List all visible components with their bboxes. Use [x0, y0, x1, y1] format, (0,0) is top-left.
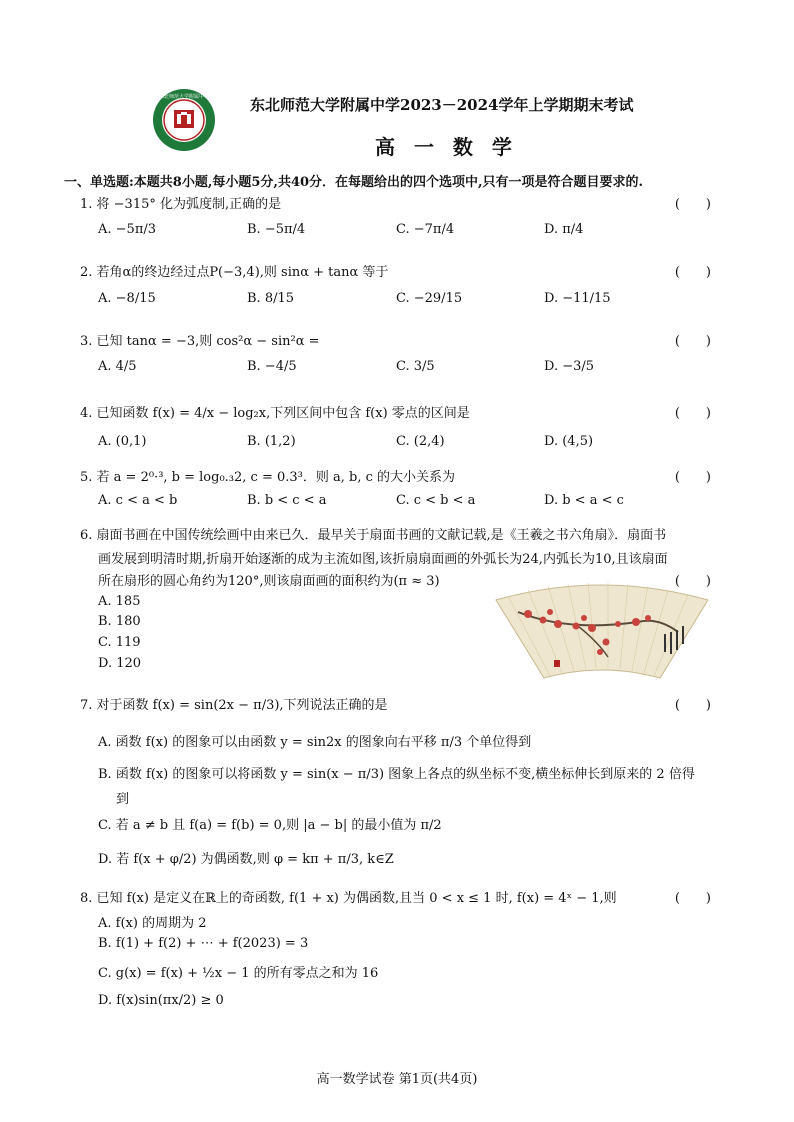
q8-option-c: C. g(x) = f(x) + ½x − 1 的所有零点之和为 16 — [98, 966, 379, 981]
question-6-line-3: 所在扇形的圆心角约为120°,则该扇面画的面积约为(π ≈ 3) — [98, 574, 440, 589]
q5-option-b: B. b < c < a — [247, 493, 327, 508]
q6-option-c: C. 119 — [98, 635, 141, 650]
q7-option-b-line-2: 到 — [116, 792, 130, 807]
folding-fan-painting-icon — [488, 582, 716, 682]
answer-blank-6: ( ) — [674, 574, 711, 589]
question-5-stem: 5. 若 a = 2⁰·³, b = log₀.₃2, c = 0.3³．则 a, b, c 的大小关系为 — [80, 470, 456, 485]
answer-blank-5: ( ) — [674, 470, 711, 485]
q7-option-d: D. 若 f(x + φ/2) 为偶函数,则 φ = kπ + π/3, k∈Z — [98, 852, 394, 867]
answer-blank-2: ( ) — [674, 265, 711, 280]
q6-option-a: A. 185 — [98, 594, 141, 609]
section-heading: 一、单选题:本题共8小题,每小题5分,共40分．在每题给出的四个选项中,只有一项是符合题目要求的. — [64, 175, 644, 190]
question-4-stem: 4. 已知函数 f(x) = 4/x − log₂x,下列区间中包含 f(x) 零点的区间是 — [80, 406, 470, 421]
school-seal-icon — [152, 88, 216, 152]
page-title: 高 一 数 学 — [375, 135, 518, 159]
q1-option-a: A. −5π/3 — [98, 222, 157, 237]
question-1-stem: 1. 将 −315° 化为弧度制,正确的是 — [80, 197, 282, 212]
q1-option-c: C. −7π/4 — [396, 222, 455, 237]
question-3-stem: 3. 已知 tanα = −3,则 cos²α − sin²α = — [80, 334, 320, 349]
q2-option-c: C. −29/15 — [396, 291, 463, 306]
q1-option-d: D. π/4 — [544, 222, 584, 237]
q7-option-a: A. 函数 f(x) 的图象可以由函数 y = sin2x 的图象向右平移 π/3 个单位得到 — [98, 735, 532, 750]
q2-option-b: B. 8/15 — [247, 291, 295, 306]
q3-option-a: A. 4/5 — [98, 359, 137, 374]
q8-option-b: B. f(1) + f(2) + ⋯ + f(2023) = 3 — [98, 936, 309, 951]
q4-option-c: C. (2,4) — [396, 434, 445, 449]
answer-blank-7: ( ) — [674, 698, 711, 713]
q5-option-d: D. b < a < c — [544, 493, 624, 508]
q4-option-d: D. (4,5) — [544, 434, 594, 449]
q7-option-c: C. 若 a ≠ b 且 f(a) = f(b) = 0,则 |a − b| 的最小值为 π/2 — [98, 818, 442, 833]
q6-option-b: B. 180 — [98, 614, 141, 629]
question-7-stem: 7. 对于函数 f(x) = sin(2x − π/3),下列说法正确的是 — [80, 698, 388, 713]
answer-blank-1: ( ) — [674, 197, 711, 212]
q3-option-d: D. −3/5 — [544, 359, 595, 374]
q2-option-a: A. −8/15 — [98, 291, 156, 306]
question-6-line-1: 6. 扇面书画在中国传统绘画中由来已久．最早关于扇面书画的文献记载,是《王羲之书六角扇》．扇面书 — [80, 528, 667, 543]
question-2-stem: 2. 若角α的终边经过点P(−3,4),则 sinα + tanα 等于 — [80, 265, 389, 280]
q1-option-b: B. −5π/4 — [247, 222, 306, 237]
answer-blank-8: ( ) — [674, 891, 711, 906]
q4-option-a: A. (0,1) — [98, 434, 147, 449]
seal-text: 东北师范大学附属中学 — [158, 94, 210, 100]
q6-option-d: D. 120 — [98, 656, 142, 671]
answer-blank-4: ( ) — [674, 406, 711, 421]
answer-blank-3: ( ) — [674, 334, 711, 349]
exam-title: 东北师范大学附属中学2023－2024学年上学期期末考试 — [250, 96, 634, 114]
q3-option-b: B. −4/5 — [247, 359, 297, 374]
q8-option-a: A. f(x) 的周期为 2 — [98, 916, 207, 931]
q3-option-c: C. 3/5 — [396, 359, 435, 374]
page-footer: 高一数学试卷 第1页(共4页) — [316, 1072, 478, 1087]
q8-option-d: D. f(x)sin(πx/2) ≥ 0 — [98, 993, 224, 1008]
q4-option-b: B. (1,2) — [247, 434, 296, 449]
question-6-line-2: 画发展到明清时期,折扇开始逐渐的成为主流如图,该折扇扇面画的外弧长为24,内弧长为10,且该扇面 — [98, 552, 668, 567]
q5-option-a: A. c < a < b — [98, 493, 178, 508]
q2-option-d: D. −11/15 — [544, 291, 611, 306]
q7-option-b-line-1: B. 函数 f(x) 的图象可以将函数 y = sin(x − π/3) 图象上各点的纵坐标不变,横坐标伸长到原来的 2 倍得 — [98, 767, 695, 782]
q5-option-c: C. c < b < a — [396, 493, 476, 508]
question-8-stem: 8. 已知 f(x) 是定义在ℝ上的奇函数, f(1 + x) 为偶函数,且当 0 < x ≤ 1 时, f(x) = 4ˣ − 1,则 — [80, 891, 617, 906]
